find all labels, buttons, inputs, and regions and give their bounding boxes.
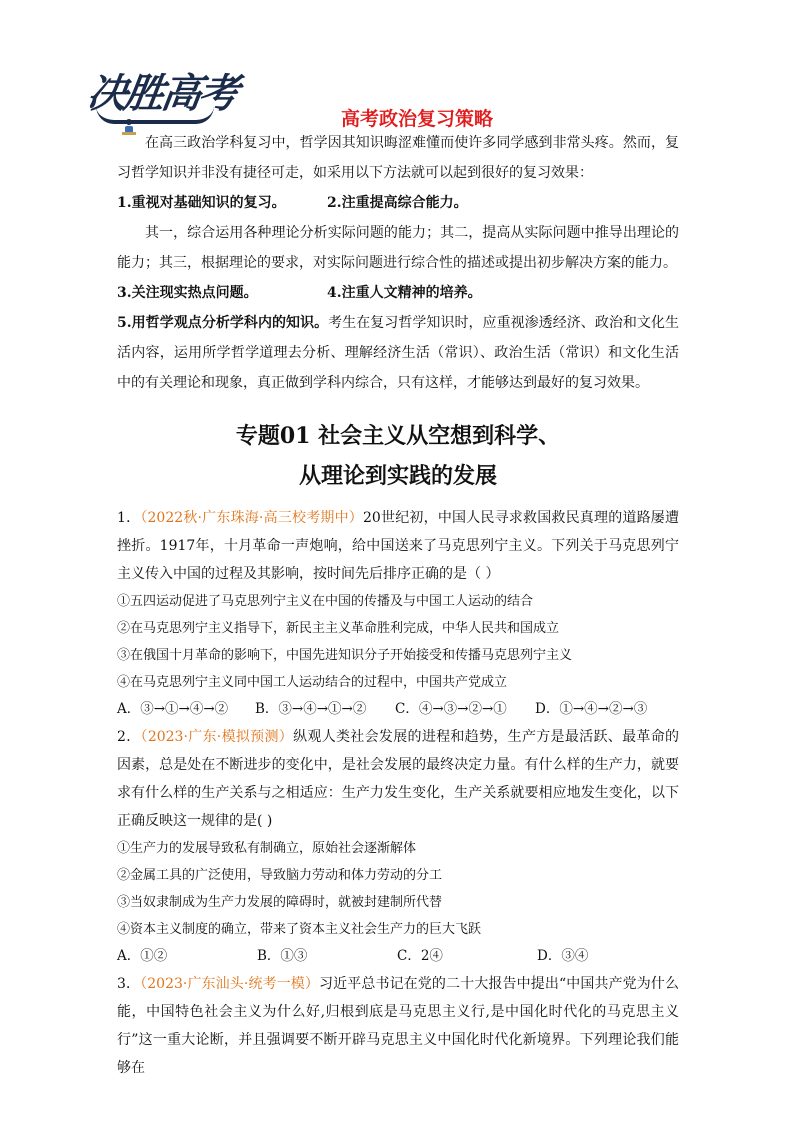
section-title-line-2: 从理论到实践的发展 <box>298 463 497 489</box>
tip-5 <box>117 308 679 398</box>
intro-paragraph: 在高三政治学科复习中，哲学因其知识晦涩难懂而使许多同学感到非常头疼。然而，复习哲学知识并非没有捷径可走，如采用以下方法就可以起到很好的复习效果： <box>117 135 679 181</box>
tip-5-text: 考生在复习哲学知识时，应重视渗透经济、政治和文化生活内容，运用所学哲学道理去分析、理解经济生活（常识）、政治生活（常识）和文化生活中的有关理论和现象，真正做到学科内综合，只有这样，才能够达到最好的复习效果。 <box>117 315 680 391</box>
question-2-choices <box>117 943 679 970</box>
question-2-text: 纵观人类社会发展的进程和趋势，生产方是最活跃、最革命的因素，总是处在不断进步的变化中，是社会发展的最终决定力量。有什么样的生产力，就要求有什么样的生产关系与之相适应：生产力发生变化，生产关系就要相应地发生变化，以下正确反映这一规律的是( ) <box>117 729 679 829</box>
question-1-stem <box>117 504 679 588</box>
question-3-text: 习近平总书记在党的二十大报告中提出“中国共产党为什么能，中国特色社会主义为什么好,归根到底是马克思主义行,是中国化时代化的马克思主义行”这一重大论断，并且强调要不断开辟马克思主义中国化时代化新境界。下列理论我们能够在 <box>117 976 680 1076</box>
logo-text: 决胜高考 <box>84 71 239 117</box>
question-2-number: 2． <box>117 729 141 745</box>
question-2-option-2: ②金属工具的广泛使用，导致脑力劳动和体力劳动的分工 <box>117 868 443 883</box>
document-body <box>117 128 679 1082</box>
question-3-number: 3． <box>117 976 141 992</box>
section-title-line-1: 专题01 社会主义从空想到科学、 <box>235 423 561 449</box>
question-1-choice-b: B．③→④→①→② <box>255 701 367 717</box>
question-1-choice-a: A．③→①→④→② <box>117 701 229 717</box>
page-title: 高考政治复习策略 <box>340 108 493 130</box>
question-1-choices <box>117 696 679 723</box>
tip-3: 3.关注现实热点问题。 <box>117 285 258 301</box>
question-2-choice-d: D．③④ <box>537 948 589 964</box>
question-1-choice-c: C．④→③→②→① <box>395 701 507 717</box>
question-1-option-4: ④在马克思列宁主义同中国工人运动结合的过程中，中国共产党成立 <box>117 675 508 690</box>
question-1-number: 1． <box>117 510 141 526</box>
question-2-option-3: ③当奴隶制成为生产力发展的障碍时，就被封建制所代替 <box>117 895 443 910</box>
question-3-stem <box>117 970 679 1082</box>
question-1-option-3: ③在俄国十月革命的影响下，中国先进知识分子开始接受和传播马克思列宁主义 <box>117 648 573 663</box>
tip-2-detail: 其一，综合运用各种理论分析实际问题的能力；其二，提高从实际问题中推导出理论的能力；其三，根据理论的要求，对实际问题进行综合性的描述或提出初步解决方案的能力。 <box>117 225 679 271</box>
question-2-choice-a: A．①② <box>117 948 168 964</box>
question-1-option-1: ①五四运动促进了马克思列宁主义在中国的传播及与中国工人运动的结合 <box>117 594 534 609</box>
tips-row-1 <box>117 188 679 218</box>
question-2-option-1: ①生产力的发展导致私有制确立，原始社会逐渐解体 <box>117 841 417 856</box>
question-1-choice-d: D．①→④→②→③ <box>535 701 648 717</box>
tips-row-2 <box>117 278 679 308</box>
question-1-source: （2022秋·广东珠海·高三校考期中） <box>140 510 364 526</box>
question-3-source: （2023·广东汕头·统考一模） <box>140 976 320 992</box>
tip-4: 4.注重人文精神的培养。 <box>327 285 482 301</box>
tip-1: 1.重视对基础知识的复习。 <box>117 195 286 211</box>
question-2-choice-b: B．①③ <box>257 948 308 964</box>
tip-2: 2.注重提高综合能力。 <box>327 195 468 211</box>
question-1-text: 20世纪初，中国人民寻求救国救民真理的道路屡遭挫折。1917年，十月革命一声炮响，给中国送来了马克思列宁主义。下列关于马克思列宁主义传入中国的过程及其影响，按时间先后排序正确的是（ ） <box>117 510 679 582</box>
tip-5-label: 5.用哲学观点分析学科内的知识。 <box>117 315 329 331</box>
question-2-stem <box>117 723 679 835</box>
question-1-option-2: ②在马克思列宁主义指导下，新民主主义革命胜利完成，中华人民共和国成立 <box>117 621 560 636</box>
question-2-option-4: ④资本主义制度的确立，带来了资本主义社会生产力的巨大飞跃 <box>117 922 482 937</box>
question-2-choice-c: C．2④ <box>397 948 443 964</box>
question-2-source: （2023·广东·模拟预测） <box>140 729 294 745</box>
